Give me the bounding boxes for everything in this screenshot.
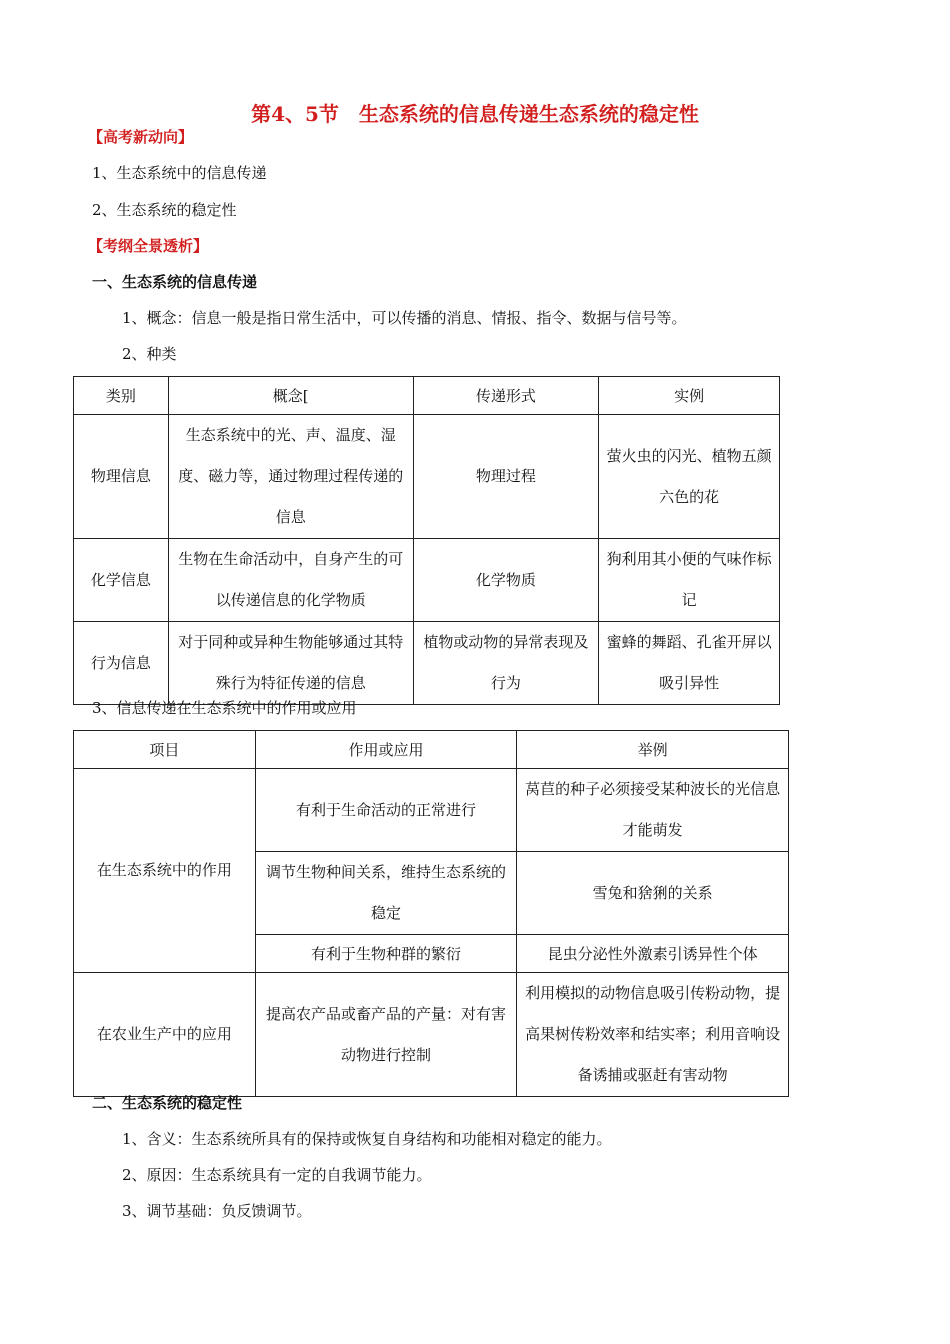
page-title: 第4、5节 生态系统的信息传递生态系统的稳定性 xyxy=(251,102,699,126)
concept-cell: 生物在生命活动中，自身产生的可以传递信息的化学物质 xyxy=(168,539,413,622)
table-row xyxy=(74,377,780,415)
group-label-cell: 在农业生产中的应用 xyxy=(74,973,256,1097)
table-row xyxy=(74,973,789,1097)
form-cell: 植物或动物的异常表现及行为 xyxy=(413,622,599,705)
example-cell: 狗利用其小便的气味作标记 xyxy=(599,539,780,622)
concept-cell: 对于同种或异种生物能够通过其特殊行为特征传递的信息 xyxy=(168,622,413,705)
form-cell: 物理过程 xyxy=(413,415,599,539)
concept-line: 1、概念：信息一般是指日常生活中，可以传播的消息、情报、指令、数据与信号等。 xyxy=(122,309,687,327)
example-cell: 蜜蜂的舞蹈、孔雀开屏以吸引异性 xyxy=(599,622,780,705)
trend-heading: 【高考新动向】 xyxy=(88,128,194,146)
header-cell: 类别 xyxy=(74,377,169,415)
role-cell: 调节生物种间关系，维持生态系统的稳定 xyxy=(255,852,517,935)
stability-item-3: 3、调节基础：负反馈调节。 xyxy=(122,1202,312,1220)
table-row xyxy=(74,769,789,852)
example-cell: 莴苣的种子必须接受某种波长的光信息才能萌发 xyxy=(517,769,789,852)
category-cell: 化学信息 xyxy=(74,539,169,622)
header-cell: 概念[ xyxy=(168,377,413,415)
example-cell: 萤火虫的闪光、植物五颜六色的花 xyxy=(599,415,780,539)
header-cell: 传递形式 xyxy=(413,377,599,415)
types-label: 2、种类 xyxy=(122,345,177,363)
category-cell: 物理信息 xyxy=(74,415,169,539)
stability-item-1: 1、含义：生态系统所具有的保持或恢复自身结构和功能相对稳定的能力。 xyxy=(122,1130,612,1148)
header-cell: 作用或应用 xyxy=(255,731,517,769)
role-cell: 提高农产品或畜产品的产量：对有害动物进行控制 xyxy=(255,973,517,1097)
category-cell: 行为信息 xyxy=(74,622,169,705)
trend-item-2: 2、生态系统的稳定性 xyxy=(92,201,237,219)
role-cell: 有利于生命活动的正常进行 xyxy=(255,769,517,852)
example-cell: 雪兔和猞猁的关系 xyxy=(517,852,789,935)
role-cell: 有利于生物种群的繁衍 xyxy=(255,935,517,973)
part2-heading: 二、生态系统的稳定性 xyxy=(92,1094,243,1112)
example-cell: 利用模拟的动物信息吸引传粉动物，提高果树传粉效率和结实率；利用音响设备诱捕或驱赶有害动物 xyxy=(517,973,789,1097)
table-row xyxy=(74,731,789,769)
table-row xyxy=(74,622,780,705)
stability-item-2: 2、原因：生态系统具有一定的自我调节能力。 xyxy=(122,1166,432,1184)
example-cell: 昆虫分泌性外激素引诱异性个体 xyxy=(517,935,789,973)
info-role-table xyxy=(73,730,789,1097)
table-row xyxy=(74,539,780,622)
header-cell: 举例 xyxy=(517,731,789,769)
part1-heading: 一、生态系统的信息传递 xyxy=(92,273,258,291)
concept-cell: 生态系统中的光、声、温度、湿度、磁力等，通过物理过程传递的信息 xyxy=(168,415,413,539)
group-label-cell: 在生态系统中的作用 xyxy=(74,769,256,973)
table-row xyxy=(74,415,780,539)
header-cell: 项目 xyxy=(74,731,256,769)
info-types-table xyxy=(73,376,780,705)
trend-item-1: 1、生态系统中的信息传递 xyxy=(92,164,267,182)
role-label: 3、信息传递在生态系统中的作用或应用 xyxy=(92,699,357,717)
header-cell: 实例 xyxy=(599,377,780,415)
form-cell: 化学物质 xyxy=(413,539,599,622)
outline-heading: 【考纲全景透析】 xyxy=(88,237,209,255)
